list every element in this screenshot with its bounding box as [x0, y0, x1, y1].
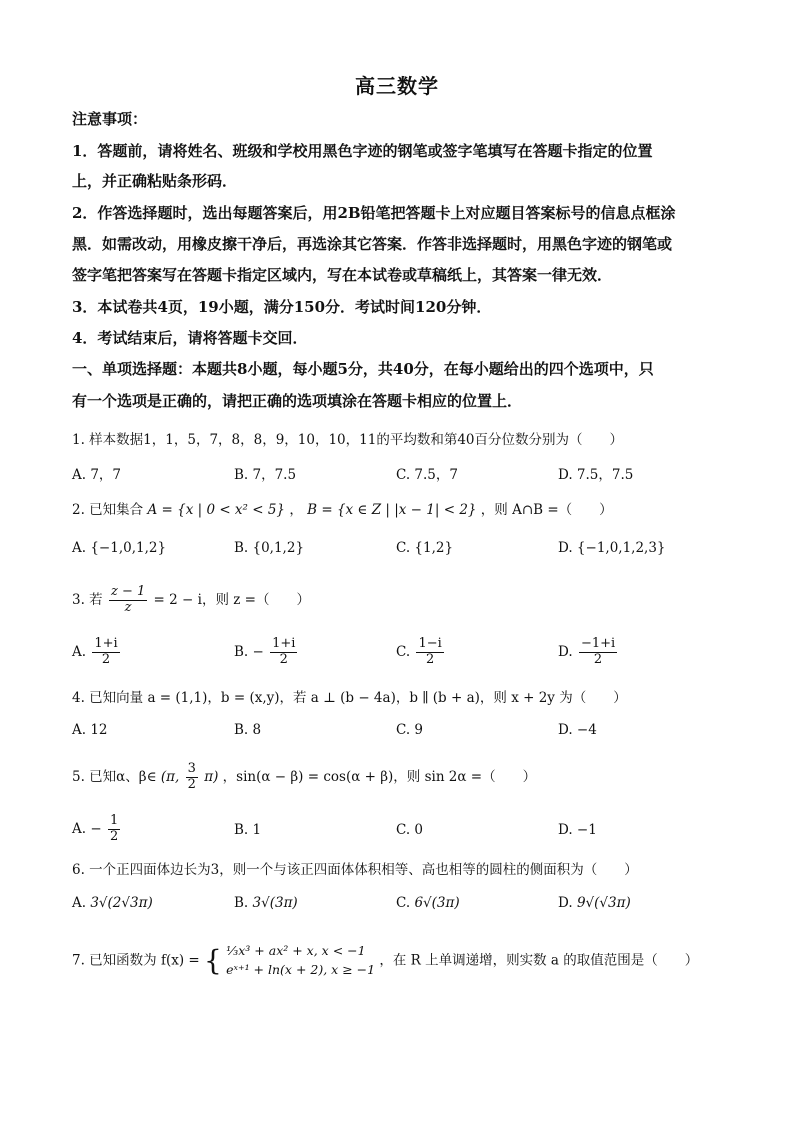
- question-1-stem: 1. 样本数据1，1，5，7，8，8，9，10，10，11的平均数和第40百分位数分别为（ ）: [72, 432, 624, 448]
- q7-suffix: ，在 R 上单调递增，则实数 a 的取值范围是（ ）: [379, 952, 699, 969]
- q6-option-b: [234, 895, 298, 911]
- page-title: 高三数学: [355, 74, 439, 98]
- q4-option-c: C. 9: [396, 722, 424, 738]
- question-5-stem: [72, 762, 722, 793]
- question-3-stem: [72, 585, 722, 616]
- q3-prefix: 3. 若: [72, 591, 103, 608]
- notes-heading: 注意事项：: [72, 110, 148, 128]
- section-heading-line-1: 一、单项选择题：本题共8小题，每小题5分，共40分，在每小题给出的四个选项中，只: [72, 360, 654, 378]
- q2-option-c: C. {1,2}: [396, 540, 454, 556]
- q3-option-d-denominator: 2: [593, 651, 603, 667]
- note-2-line-2: 黑．如需改动，用橡皮擦干净后，再选涂其它答案．作答非选择题时，用黑色字迹的钢笔或: [72, 235, 673, 253]
- q5-option-b: B. 1: [234, 822, 262, 838]
- note-2-line-3: 签字笔把答案写在答题卡指定区域内，写在本试卷或草稿纸上，其答案一律无效．: [72, 266, 613, 284]
- q3-option-b: [234, 637, 299, 668]
- q5-option-a-fraction: [108, 814, 120, 845]
- q2-option-a: A. {−1,0,1,2}: [72, 540, 167, 556]
- q1-option-c: C. 7.5，7: [396, 467, 458, 483]
- q6-option-b-label: B.: [234, 895, 249, 911]
- q6-option-c-value: 6√(3π): [414, 895, 460, 911]
- q2-set-b: B = {x ∈ Z | |x − 1| < 2}: [307, 502, 477, 518]
- note-1-line-1: 1．答题前，请将姓名、班级和学校用黑色字迹的钢笔或签字笔填写在答题卡指定的位置: [72, 142, 653, 160]
- section-heading-line-2: 有一个选项是正确的，请把正确的选项填涂在答题卡相应的位置上．: [72, 392, 523, 410]
- q5-option-c: C. 0: [396, 822, 424, 838]
- q5-option-a-denominator: 2: [109, 828, 119, 844]
- q5-fraction-denominator: 2: [187, 776, 196, 792]
- q5-option-a-numerator: 1: [109, 813, 119, 828]
- q3-option-c-denominator: 2: [425, 651, 435, 667]
- question-7-stem: [72, 942, 722, 980]
- q3-option-c-label: C.: [396, 643, 411, 660]
- q6-option-d-value: 9√(√3π): [576, 895, 631, 911]
- note-3: 3．本试卷共4页，19小题，满分150分．考试时间120分钟．: [72, 298, 492, 316]
- note-2-line-1: 2．作答选择题时，选出每题答案后，用2B铅笔把答题卡上对应题目答案标号的信息点框涂: [72, 204, 676, 222]
- q2-suffix: ，则 A∩B =（ ）: [480, 502, 613, 518]
- q1-option-a: A. 7，7: [72, 467, 122, 483]
- note-4: 4．考试结束后，请将答题卡交回．: [72, 329, 308, 347]
- piecewise-brace-icon: {: [204, 943, 222, 977]
- q3-option-a-label: A.: [72, 643, 87, 660]
- q6-option-c: [396, 895, 460, 911]
- q7-piece-1: ⅓x³ + ax² + x, x < −1: [226, 943, 366, 958]
- q2-option-b: B. {0,1,2}: [234, 540, 305, 556]
- q3-option-d-numerator: −1+i: [580, 636, 616, 651]
- q2-prefix: 2. 已知集合: [72, 502, 144, 518]
- q6-option-d-label: D.: [558, 895, 573, 911]
- q3-option-d-fraction: [579, 637, 617, 668]
- q5-suffix: ，sin(α − β) = cos(α + β)，则 sin 2α =（ ）: [222, 768, 537, 785]
- q3-option-b-fraction: [270, 637, 297, 668]
- q2-separator: ，: [289, 502, 303, 518]
- q6-option-a-value: 3√(2√3π): [90, 895, 153, 911]
- q7-piece-2: eˣ⁺¹ + ln(x + 2), x ≥ −1: [226, 961, 376, 977]
- q3-option-b-numerator: 1+i: [272, 636, 296, 651]
- q3-suffix: = 2 − i，则 z =（ ）: [153, 591, 310, 608]
- q3-option-d-label: D.: [558, 643, 573, 660]
- q3-option-a-denominator: 2: [101, 651, 111, 667]
- q3-option-a-fraction: [92, 637, 119, 668]
- q5-fraction-numerator: 3: [187, 761, 196, 776]
- q4-option-a: A. 12: [72, 722, 108, 738]
- q3-option-a: [72, 637, 122, 668]
- q3-numerator: z − 1: [110, 584, 146, 599]
- q6-option-c-label: C.: [396, 895, 411, 911]
- q1-option-d: D. 7.5，7.5: [558, 467, 634, 483]
- q3-option-c-fraction: [416, 637, 443, 668]
- q7-prefix: 7. 已知函数为 f(x) =: [72, 952, 200, 969]
- note-1-line-2: 上，并正确粘贴条形码．: [72, 172, 238, 190]
- q3-option-d: [558, 637, 619, 668]
- q6-option-a: [72, 895, 153, 911]
- q3-option-c: [396, 637, 446, 668]
- question-6-stem: 6. 一个正四面体边长为3，则一个与该正四面体体积相等、高也相等的圆柱的侧面积为（ ）: [72, 862, 638, 878]
- q4-option-b: B. 8: [234, 722, 262, 738]
- q3-fraction: [109, 585, 147, 616]
- q5-option-a: [72, 814, 122, 845]
- q3-option-c-numerator: 1−i: [418, 636, 442, 651]
- q5-option-d: D. −1: [558, 822, 597, 838]
- q2-option-d: D. {−1,0,1,2,3}: [558, 540, 666, 556]
- q6-option-d: [558, 895, 631, 911]
- q5-interval-left: (π,: [160, 768, 180, 785]
- q1-option-b: B. 7，7.5: [234, 467, 297, 483]
- q3-option-a-numerator: 1+i: [94, 636, 118, 651]
- q7-piecewise: [226, 942, 375, 980]
- q6-option-b-value: 3√(3π): [252, 895, 298, 911]
- q6-option-a-label: A.: [72, 895, 87, 911]
- q3-denominator: z: [124, 599, 132, 615]
- q3-option-b-label: B. −: [234, 643, 264, 660]
- q5-interval-right: π): [204, 768, 219, 785]
- q3-option-b-denominator: 2: [279, 651, 288, 667]
- q4-option-d: D. −4: [558, 722, 597, 738]
- q2-set-a: A = {x | 0 < x² < 5}: [147, 502, 286, 518]
- question-4-stem: 4. 已知向量 a = (1,1)，b = (x,y)，若 a ⊥ (b − 4a)，b ∥ (b + a)，则 x + 2y 为（ ）: [72, 690, 627, 706]
- q5-prefix: 5. 已知α、β∈: [72, 768, 157, 785]
- q5-option-a-label: A. −: [72, 820, 102, 837]
- q5-interval-fraction: [186, 762, 198, 793]
- question-2-stem: [72, 498, 722, 518]
